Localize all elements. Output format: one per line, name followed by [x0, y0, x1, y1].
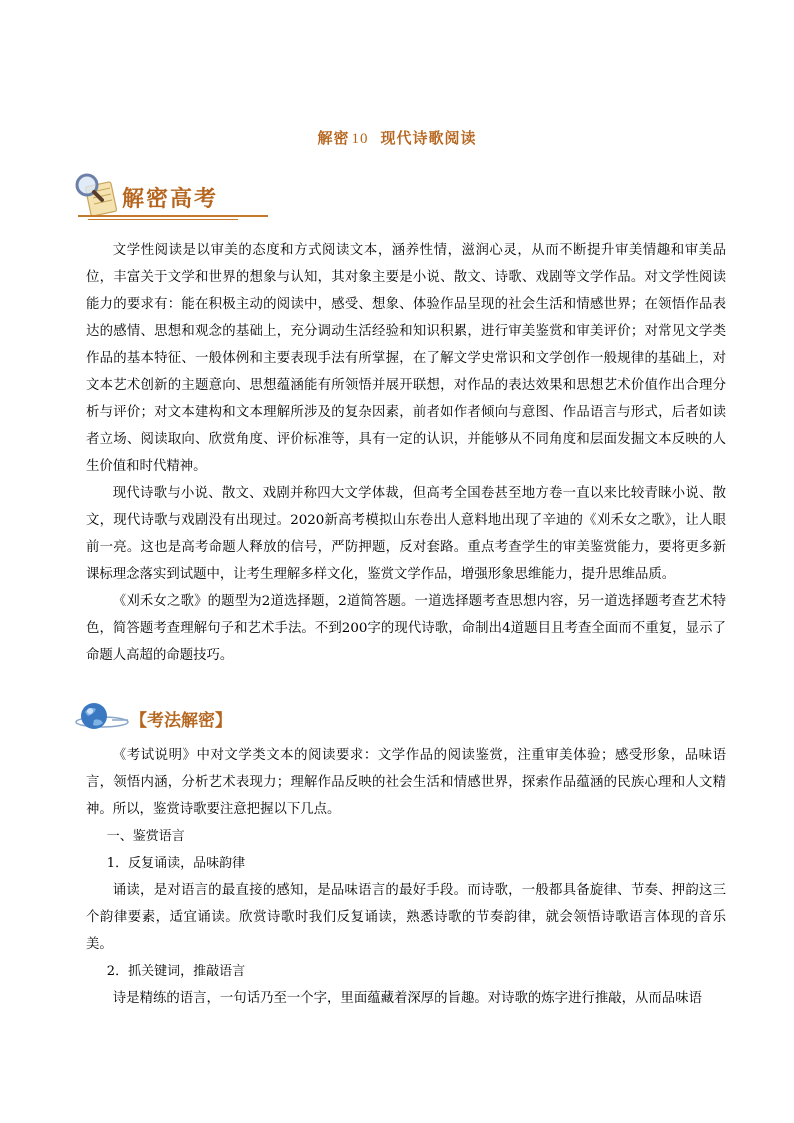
section-banner-kaofa: [72, 700, 272, 740]
section-banner-gaokao: [72, 170, 272, 226]
banner-underline: [78, 215, 268, 217]
title-name: 现代诗歌阅读: [380, 129, 477, 147]
globe-icon: [72, 700, 130, 734]
banner-underline-thin: [88, 219, 238, 220]
paragraph-literary-reading: 文学性阅读是以审美的态度和方式阅读文本，涵养性情，滋润心灵，从而不断提升审美情趣和审美品位，丰富关于文学和世界的想象与认知，其对象主要是小说、散文、诗歌、戏剧等文学作品。对文学性阅读能力的要求有：能在积极主动的阅读中，感受、想象、体验作品呈现的社会生活和情感世界；在领悟作品表达的感情、思想和观念的基础上，充分调动生活经验和知识积累，进行审美鉴赏和审美评价；对常见文学类作品的基本特征、一般体例和主要表现手法有所掌握，在了解文学史常识和文学创作一般规律的基础上，对文本艺术创新的主题意向、思想蕴涵能有所领悟并展开联想，对作品的表达效果和思想艺术价值作出合理分析与评价；对文本建构和文本理解所涉及的复杂因素，前者如作者倾向与意图、作品语言与形式，后者如读者立场、阅读取向、欣赏角度、评价标准等，具有一定的认识，并能够从不同角度和层面发掘文本反映的人生价值和时代精神。: [86, 243, 726, 474]
banner-kaofa-label: 【考法解密】: [130, 711, 232, 731]
subheading-recitation: 1．反复诵读，品味韵律: [106, 856, 246, 871]
paragraph-exam-requirements: 《考试说明》中对文学类文本的阅读要求：文学作品的阅读鉴赏，注重审美体验；感受形象，品味语言，领悟内涵，分析艺术表现力；理解作品反映的社会生活和情感世界，探索作品蕴涵的民族心理和人文精神。所以，鉴赏诗歌要注意把握以下几点。: [86, 748, 726, 817]
page-title: [0, 127, 794, 148]
paragraph-keywords: 诗是精练的语言，一句话乃至一个字，里面蕴藏着深厚的旨趣。对诗歌的炼字进行推敲，从而品味语: [112, 991, 702, 1006]
subheading-keywords: 2．抓关键词，推敲语言: [106, 964, 246, 979]
banner-gaokao-label: 解密高考: [122, 186, 219, 212]
paragraph-recitation: 诵读，是对语言的最直接的感知，是品味语言的最好手段。而诗歌，一般都具备旋律、节奏、押韵这三个韵律要素，适宜诵读。欣赏诗歌时我们反复诵读，熟悉诗歌的节奏韵律，就会领悟诗歌语言体现的音乐美。: [86, 883, 726, 952]
title-number: 10: [351, 131, 369, 147]
title-prefix: 解密: [317, 129, 350, 147]
paragraph-question-types: 《刈禾女之歌》的题型为2道选择题，2道简答题。一道选择题考查思想内容，另一道选择题考查艺术特色，简答题考查理解句子和艺术手法。不到200字的现代诗歌，命制出4道题目且考查全面而不重复，显示了命题人高超的命题技巧。: [86, 594, 726, 663]
paragraph-modern-poetry: 现代诗歌与小说、散文、戏剧并称四大文学体裁，但高考全国卷甚至地方卷一直以来比较青睐小说、散文，现代诗歌与戏剧没有出现过。2020新高考模拟山东卷出人意料地出现了辛迪的《刈禾女之歌》，让人眼前一亮。这也是高考命题人释放的信号，严防押题，反对套路。重点考查学生的审美鉴赏能力，要将更多新课标理念落实到试题中，让考生理解多样文化，鉴赏文学作品，增强形象思维能力，提升思维品质。: [86, 486, 726, 582]
section-heading-language: 一、鉴赏语言: [106, 829, 185, 844]
